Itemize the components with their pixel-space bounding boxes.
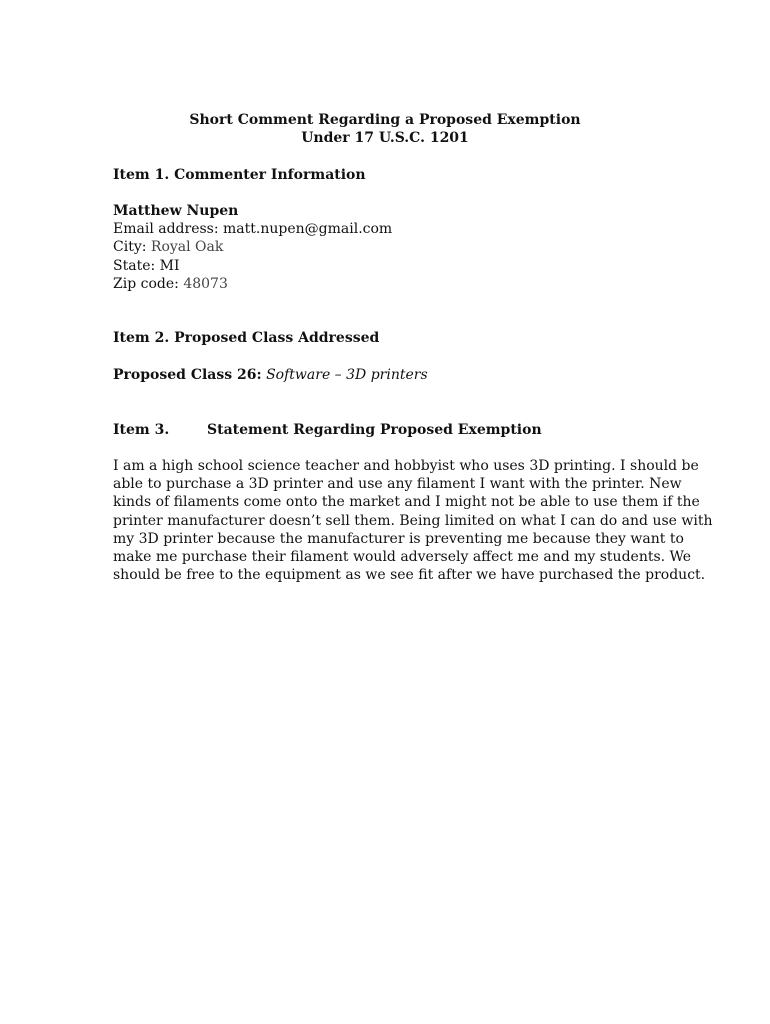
email-line [113,220,673,238]
statement-line: printer manufacturer doesn’t sell them. Being limited on what I can do and use with [113,512,713,529]
item1-heading: Item 1. Commenter Information [113,167,366,183]
statement-line: I am a high school science teacher and hobbyist who uses 3D printing. I should be [113,458,699,474]
document-title [0,111,770,147]
item3-title: Statement Regarding Proposed Exemption [207,422,542,438]
statement-line: able to purchase a 3D printer and use any filament I want with the printer. New [113,476,682,493]
statement-line: make me purchase their filament would adversely affect me and my students. We [113,549,692,566]
city-line [113,238,673,256]
statement-line: should be free to the equipment as we see fit after we have purchased the product. [113,567,706,584]
state-label: State: [113,257,160,274]
zip-label: Zip code: [113,275,184,292]
zip-line [113,275,673,293]
proposed-class-label: Proposed Class 26: [113,367,262,383]
zip-value: 48073 [183,275,228,292]
email-label: Email address: [113,221,224,238]
item3-heading [113,421,673,439]
email-value: matt.nupen@gmail.com [223,221,393,238]
item2-heading: Item 2. Proposed Class Addressed [113,330,380,346]
proposed-class-line [113,366,673,384]
statement-body [113,457,713,584]
state-value: MI [159,257,180,274]
title-line-2: Under 17 U.S.C. 1201 [301,130,469,146]
state-line [113,257,673,275]
commenter-name: Matthew Nupen [113,203,239,219]
item3-number: Item 3. [113,422,170,438]
statement-line: kinds of filaments come onto the market and I might not be able to use them if the [113,494,700,511]
city-value: Royal Oak [150,239,224,256]
statement-line: my 3D printer because the manufacturer is preventing me because they want to [113,530,684,547]
commenter-information [113,202,673,293]
city-label: City: [113,239,151,256]
proposed-class-value: Software – 3D printers [266,367,428,383]
title-line-1: Short Comment Regarding a Proposed Exemption [189,112,581,128]
